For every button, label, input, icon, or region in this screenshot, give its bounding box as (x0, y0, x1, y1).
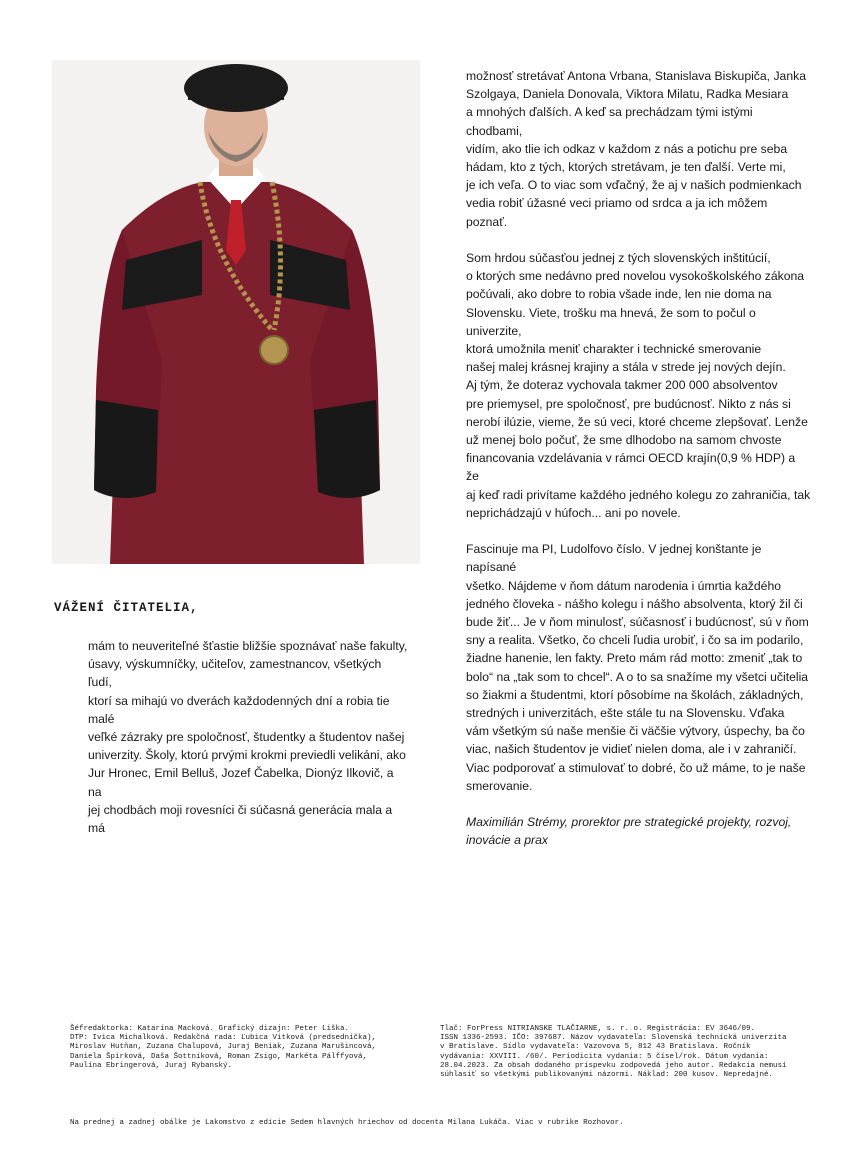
editorial-credits: Šéfredaktorka: Katarína Macková. Grafický dizajn: Peter Liška. DTP: Ivica Michalková. Redakčná rada: Ľubica Vitková (predsedníčka), Miroslav Hutňan, Zuzana Chalupová, Juraj Beniak, Zuzana Marušincová, Daniela Špirková, Daša Šottníková, Roman Zsigo, Markéta Pálffyová, Paulína Ebringerová, Juraj Rybanský. (70, 1025, 377, 1070)
publisher-info: Tlač: ForPress NITRIANSKE TLAČIARNE, s. r. o. Registrácia: EV 3646/09. ISSN 1336-2593. IČO: 397687. Názov vydavateľa: Slovenská technická univerzita v Bratislave. Sídlo vydavateľa: Vazovova 5, 812 43 Bratislava. Ročník vydávania: XXVIII. /60/. Periodicita vydania: 5 čísel/rok. Dátum vydania: 28.04.2023. Za obsah dodaného príspevku zodpovedá jeho autor. Redakcia nemusí súhlasiť so všetkými publikovanými názormi. Náklad: 200 kusov. Nepredajné. (440, 1025, 787, 1080)
body-paragraph-3: Fascinuje ma PI, Ludolfovo číslo. V jednej konštante je napísané všetko. Nájdeme v ňom dátum narodenia i úmrtia každého jedného človeka - nášho kolegu i nášho absolventa, ktorý žil či bude žiť... Je v ňom minulosť, súčasnosť i budúcnosť, sú v ňom sny a realita. Všetko, čo chceli ľudia urobiť, i čo sa im podarilo, žiadne hanenie, len fakty. Preto mám rád motto: zmeniť „tak to bolo“ na „tak som to chcel“. A o to sa snažíme my všetci učitelia so žiakmi a študentmi, ktorí pôsobíme na školách, základných, stredných i univerzitách, ešte stále tu na Slovensku. Vďaka vám všetkým sú naše menšie či väčšie výtvory, úspechy, ba čo viac, našich študentov je vidieť nielen doma, ale i v zahraničí. Viac podporovať a stimulovať to dobré, čo už máme, to je naše smerovanie. (466, 542, 809, 793)
portrait-illustration (52, 60, 420, 564)
salutation-heading: VÁŽENÍ ČITATELIA, (54, 601, 199, 615)
body-paragraph-1: možnosť stretávať Antona Vrbana, Stanislava Biskupiča, Janka Szolgaya, Daniela Donovala, Viktora Milatu, Radka Mesiara a mnohých ďalších. A keď sa prechádzam tými istými chodbami, vidím, ako tlie ich odkaz v každom z nás a potichu pre seba hádam, kto z tých, ktorých stretávam, je ten ďalší. Verte mi, je ich veľa. O to viac som vďačný, že aj v našich podmienkach vedia robiť úžasné veci priamo od srdca a ja ich môžem poznať. (466, 69, 806, 229)
body-paragraph-2: Som hrdou súčasťou jednej z tých slovenských inštitúcií, o ktorých sme nedávno pred novelou vysokoškolského zákona počúvali, ako dobre to robia všade inde, len nie doma na Slovensku. Viete, trošku ma hnevá, že som to počul o univerzite, ktorá umožnila meniť charakter i technické smerovanie našej malej krásnej krajiny a stála v strede jej nových dejín. Aj tým, že doteraz vychovala takmer 200 000 absolventov pre priemysel, pre spoločnosť, pre budúcnosť. Nikto z nás si nerobí ilúzie, vieme, že sú veci, ktoré chceme zlepšovať. Lenže už menej bolo počuť, že sme dlhodobo na samom chvoste financovania vzdelávania v rámci OECD krajín(0,9 % HDP) a že aj keď radi privítame každého jedného kolegu zo zahraničia, tak neprichádzajú v húfoch... ani po novele. (466, 251, 811, 520)
left-column (88, 637, 408, 837)
intro-paragraph: mám to neuveriteľné šťastie bližšie spoznávať naše fakulty, úsavy, výskumníčky, učiteľov, zamestnancov, všetkých ľudí, ktorí sa mihajú vo dverách každodenných dní a robia tie malé veľké zázraky pre spoločnosť, študentky a študentov našej univerzity. Školy, ktorú prvými krokmi previedli velikáni, ako Jur Hronec, Emil Belluš, Jozef Čabelka, Dionýz Ilkovič, a na jej chodbách moji rovesníci či súčasná generácia mala a má (88, 639, 408, 836)
portrait-photo (52, 60, 420, 564)
cover-note: Na prednej a zadnej obálke je Lakomstvo z edície Sedem hlavných hriechov od docenta Milana Lukáča. Viac v rubrike Rozhovor. (70, 1119, 624, 1127)
author-signature: Maximilián Strémy, prorektor pre strategické projekty, rozvoj, inovácie a prax (466, 815, 792, 848)
right-column (466, 67, 811, 868)
